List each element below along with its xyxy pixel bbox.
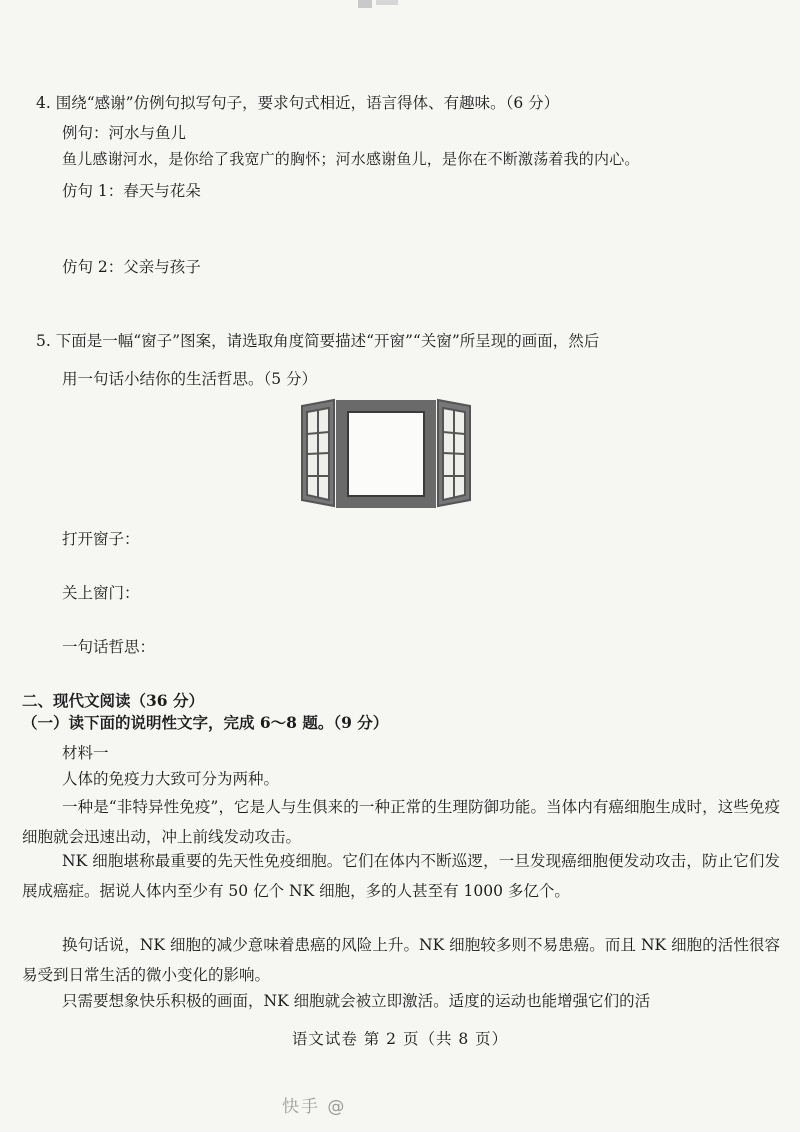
- reading-paragraph: 只需要想象快乐积极的画面，NK 细胞就会被立即激活。适度的运动也能增强它们的活: [62, 992, 651, 1010]
- answer-close-window: 关上窗门：: [62, 584, 140, 602]
- question-4-example-label: 例句：河水与鱼儿: [62, 124, 187, 142]
- window-frame: [336, 400, 436, 508]
- reading-paragraph: NK 细胞堪称最重要的先天性免疫细胞。它们在体内不断巡逻，一旦发现癌细胞便发动攻击，防止它们发展成癌症。据说人体内至少有 50 亿个 NK 细胞，多的人甚至有 1000 多亿个。: [22, 852, 780, 900]
- question-4-example-text: 鱼儿感谢河水，是你给了我宽广的胸怀；河水感谢鱼儿，是你在不断激荡着我的内心。: [62, 150, 640, 168]
- question-4-imitation-1: 仿句 1：春天与花朵: [62, 182, 201, 200]
- question-4-title: 4. 围绕“感谢”仿例句拟写句子，要求句式相近，语言得体、有趣味。（6 分）: [36, 94, 560, 112]
- reading-paragraph: 换句话说，NK 细胞的减少意味着患癌的风险上升。NK 细胞较多则不易患癌。而且 NK 细胞的活性很容易受到日常生活的微小变化的影响。: [22, 936, 780, 984]
- right-shutter: [438, 400, 470, 506]
- question-5-title-continued: 用一句话小结你的生活哲思。（5 分）: [62, 370, 318, 388]
- answer-open-window: 打开窗子：: [62, 530, 140, 548]
- reading-paragraph: 一种是“非特异性免疫”，它是人与生俱来的一种正常的生理防御功能。当体内有癌细胞生成时，这些免疫细胞就会迅速出动，冲上前线发动攻击。: [22, 798, 780, 846]
- left-shutter: [302, 400, 334, 506]
- answer-philosophy: 一句话哲思：: [62, 638, 156, 656]
- material-1-title: 材料一: [62, 744, 109, 762]
- reading-paragraph: 人体的免疫力大致可分为两种。: [62, 770, 280, 788]
- question-4-imitation-2: 仿句 2：父亲与孩子: [62, 258, 201, 276]
- top-edge-mark: [352, 0, 408, 12]
- section-2-title: 二、现代文阅读（36 分）: [22, 691, 204, 710]
- window-illustration: [298, 396, 474, 514]
- kuaishou-watermark: 快手 @: [282, 1097, 347, 1117]
- subsection-1-title: （一）读下面的说明性文字，完成 6～8 题。（9 分）: [22, 713, 389, 732]
- question-5-title: 5. 下面是一幅“窗子”图案，请选取角度简要描述“开窗”“关窗”所呈现的画面，然后: [36, 332, 600, 350]
- page-footer: 语文试卷 第 2 页（共 8 页）: [291, 1030, 509, 1048]
